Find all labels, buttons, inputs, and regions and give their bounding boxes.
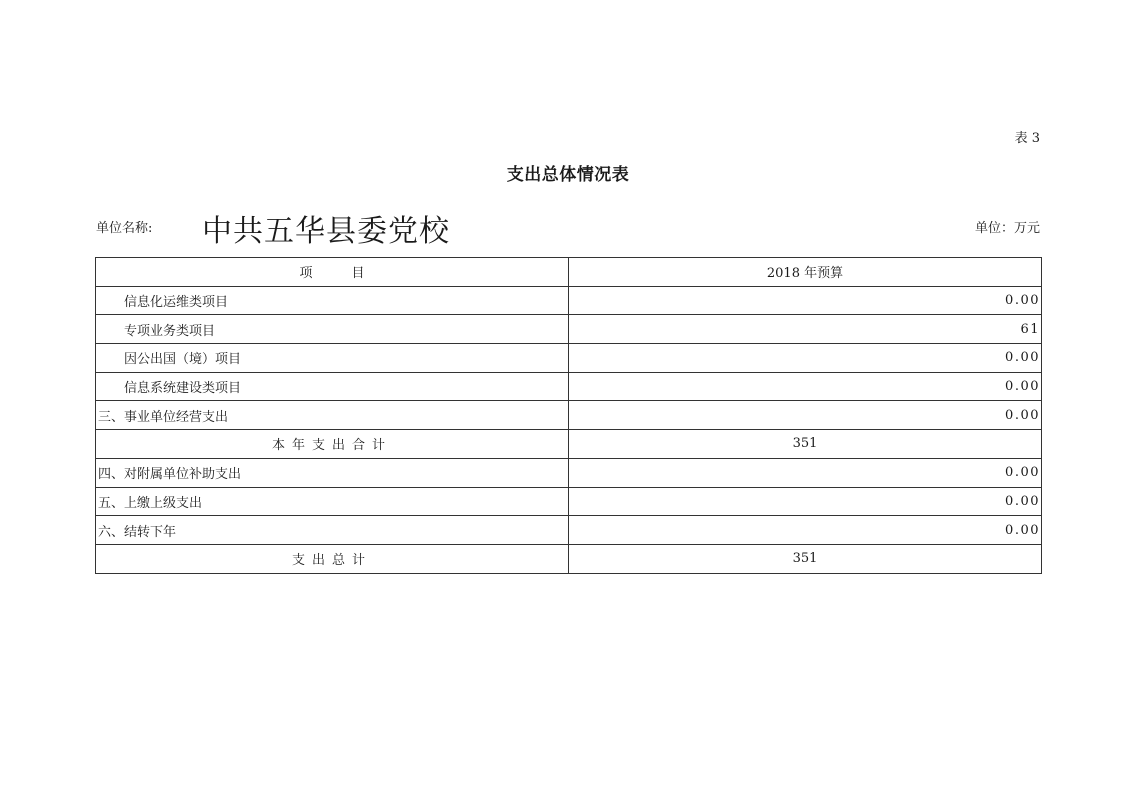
row-item: 信息系统建设类项目 (96, 372, 569, 401)
unit-name-label: 单位名称: (96, 221, 153, 236)
row-amount: 351 (569, 430, 1042, 459)
table-row (96, 344, 1042, 373)
row-amount: 0.00 (569, 487, 1042, 516)
table-row-total (96, 544, 1042, 573)
page-title: 支出总体情况表 (506, 165, 630, 185)
table-row (96, 401, 1042, 430)
row-amount: 0.00 (569, 372, 1042, 401)
row-amount: 0.00 (569, 458, 1042, 487)
column-header-budget: 2018 年预算 (569, 258, 1042, 287)
row-item: 专项业务类项目 (96, 315, 569, 344)
table-row-subtotal (96, 430, 1042, 459)
table-row (96, 458, 1042, 487)
row-item: 五、上缴上级支出 (96, 487, 569, 516)
row-amount: 0.00 (569, 344, 1042, 373)
currency-unit: 单位：万元 (974, 221, 1040, 236)
row-item: 因公出国（境）项目 (96, 344, 569, 373)
row-amount: 351 (569, 544, 1042, 573)
row-item: 本年支出合计 (96, 430, 569, 459)
table-row (96, 315, 1042, 344)
row-amount: 0.00 (569, 516, 1042, 545)
column-header-item: 项 目 (96, 258, 569, 287)
row-item: 六、结转下年 (96, 516, 569, 545)
table-row (96, 286, 1042, 315)
unit-name-value: 中共五华县委党校 (202, 214, 450, 249)
row-amount: 0.00 (569, 286, 1042, 315)
row-item: 支出总计 (96, 544, 569, 573)
expenditure-table (95, 257, 1042, 574)
table-row (96, 487, 1042, 516)
table-row (96, 516, 1042, 545)
table-header-row (96, 258, 1042, 287)
row-item: 信息化运维类项目 (96, 286, 569, 315)
row-amount: 0.00 (569, 401, 1042, 430)
row-item: 三、事业单位经营支出 (96, 401, 569, 430)
row-amount: 61 (569, 315, 1042, 344)
table-row (96, 372, 1042, 401)
row-item: 四、对附属单位补助支出 (96, 458, 569, 487)
table-number: 表 3 (1014, 131, 1040, 146)
